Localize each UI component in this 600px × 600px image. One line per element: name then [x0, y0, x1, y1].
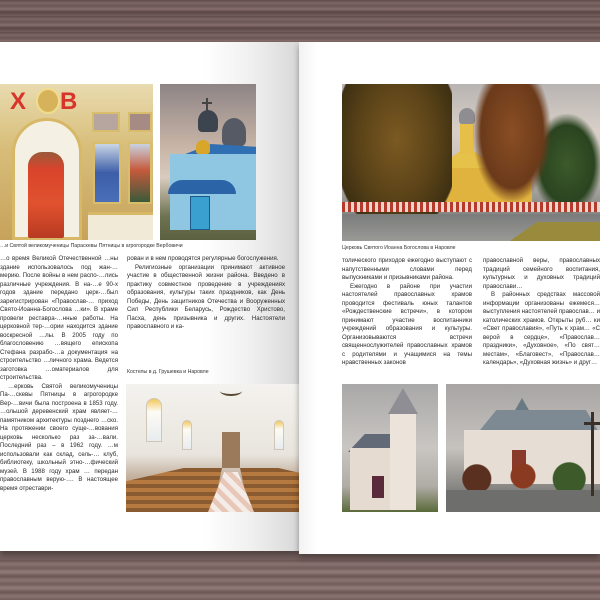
- bell-tower: [390, 410, 416, 510]
- iconostasis-photo: [0, 84, 153, 240]
- iconostasis-lower-panel: [88, 212, 153, 240]
- church-window: [372, 476, 384, 498]
- right-column-2: [483, 257, 600, 368]
- shrubs: [446, 462, 600, 490]
- right-column-1: [342, 257, 472, 368]
- road: [446, 490, 600, 512]
- icon-panel-saint: [128, 142, 152, 204]
- icon-panel: [92, 112, 120, 132]
- blue-church-photo: [160, 84, 256, 240]
- altar: [222, 432, 240, 468]
- chandelier: [220, 386, 242, 396]
- iconostasis-letter-v: В: [60, 88, 78, 115]
- gray-church-photo: [446, 384, 600, 512]
- paragraph: рован и в нем проводятся регулярные богослужения.: [127, 255, 279, 262]
- yellow-church-photo: [342, 84, 600, 241]
- dome: [222, 118, 246, 146]
- paragraph: Ежегодно в районе при участии настоятелей православных храмов проводится фестиваль юных талантов «Рождественские встречи», в котором принимают участие воспитанники учреждений образования и культуры. Организовываются встречи священнослужителей православных храмов с родителями и учащимися на темы нравственных законов: [342, 282, 472, 366]
- paragraph: В районных средствах массовой информации организованы ежемеся… выступления настоятелей православ… и католических храмов. Открыты руб… ки «Свет православия», «Путь к храм… «С верой в сердце», «Православ… праздники», «Духовное», «По свят… местам», «Благовест», «Православ… календарь», «Духовная жизнь» и друг…: [483, 291, 600, 366]
- white-church-photo: [342, 384, 438, 512]
- cross-icon: [591, 412, 594, 496]
- arched-window: [182, 420, 192, 450]
- iconostasis-letter-x: Х: [10, 88, 27, 115]
- small-spire: [514, 398, 530, 412]
- golden-dome: [196, 140, 210, 154]
- arched-window: [274, 420, 284, 450]
- spire: [388, 388, 418, 414]
- caption-top-left: …и Святой великомученицы Параскевы Пятницы в агрогородке Вербовичи: [0, 243, 183, 249]
- church-door: [190, 196, 210, 230]
- wood-background-top: [0, 0, 600, 42]
- priest-figure: [28, 152, 64, 238]
- paragraph: Религиозные организации принимают активное участие в общественной жизни района. Введено в практику совместное проведение в учреждениях образования, культуры таких праздников, как День Победы, День защитников Отечества и Вооруженных Сил Республики Беларусь, Рождество Христово, Пасха, день призывника и других. Настоятели православного и ка-: [127, 263, 285, 330]
- icon-panel: [128, 112, 152, 132]
- tree: [472, 84, 552, 204]
- iconostasis-crest: [36, 88, 60, 114]
- caption-top-right: Церковь Святого Иоанна Богослова в Наровле: [342, 245, 456, 251]
- left-column-1: [0, 255, 118, 493]
- left-column-2: [127, 255, 285, 332]
- dome: [198, 110, 218, 132]
- paragraph: …о время Великой Отечественной …ны здание использовалось под жан-…мерию. После войны в нем распо-…лись различные учреждения. В на-…е 90-х годов здание передано церк-…был зарегистрирован «Православ-… приход Свято-Иоанна-Богослова …ки». В храме провели реставра-…нные работы. На церковной тер-…ории находится здание воскресной …лы. В 2005 году по благословению …вящего епископа Стефана разрабо-…а документация на строительство …личного храма. Ведется заготовка …оматериалов для строительства.: [0, 255, 118, 381]
- paragraph: толического приходов ежегодно выступают с напутственными словами перед выпускниками и призывниками района.: [342, 257, 472, 281]
- wood-background-bottom: [0, 560, 600, 600]
- pews-left: [126, 468, 222, 512]
- fence: [342, 202, 600, 212]
- paragraph: …ерковь Святой великомученицы Па-…скевы Пятницы в агрогородке Вер-…вичи была построена в 1853 году. …ольшой деревенский храм являет-…памятником архитектуры позднего …ско. На протяжении своего суще-…вования церковь несколько раз за-…вали. Последний раз – в 1962 году. …м использовали как склад, сель-… клуб, библиотеку, школьный этно-…фический музей. В 1988 году храм … передан православным верую-…. В настоящее время отреставри-: [0, 382, 118, 492]
- caption-bottom-left: Костелы в д. Грушевка и Наровле: [127, 369, 209, 375]
- icon-panel-christ: [93, 142, 121, 204]
- porch-roof: [168, 180, 236, 194]
- paragraph: православной веры, православных традиций семейного воспитания, культурных и духовных традиций православи…: [483, 257, 600, 290]
- arched-window: [146, 398, 162, 442]
